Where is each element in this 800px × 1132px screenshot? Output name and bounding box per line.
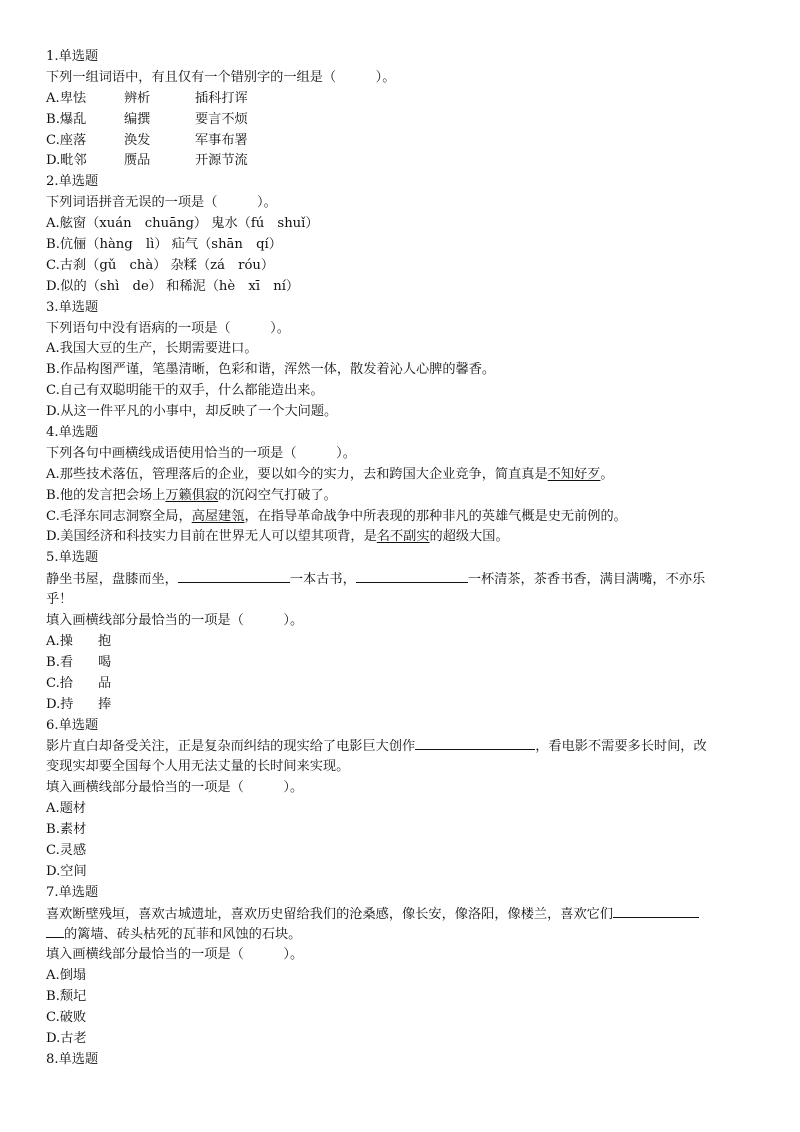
q4-option-a: A.那些技术落伍，管理落后的企业，要以如今的实力，去和跨国大企业竞争，简直真是不知好歹。 — [46, 466, 614, 482]
q1-stem: 下列一组词语中，有且仅有一个错别字的一组是（ ）。 — [46, 69, 396, 85]
q3-option-d: D.从这一件平凡的小事中，却反映了一个大问题。 — [46, 404, 338, 420]
q8-number: 8.单选题 — [46, 1051, 99, 1067]
q3-option-c: C.自己有双聪明能干的双手，什么都能造出来。 — [46, 383, 324, 399]
q5-option-a: A.操 抱 — [46, 633, 112, 649]
q6-stem: 填入画横线部分最恰当的一项是（ ）。 — [46, 780, 304, 796]
q7-option-c: C.破败 — [46, 1009, 87, 1025]
q5-blank-1 — [178, 569, 290, 583]
q2-option-c: C.古刹（gǔ chà） 杂糅（zá róu） — [46, 257, 275, 273]
q5-passage-line2: 乎！ — [46, 592, 73, 608]
q1-option-a: A.卑怯 辨析 插科打诨 — [46, 90, 248, 106]
q6-option-d: D.空间 — [46, 863, 87, 879]
q2-number: 2.单选题 — [46, 174, 99, 190]
q6-number: 6.单选题 — [46, 717, 99, 733]
q3-option-a: A.我国大豆的生产，长期需要进口。 — [46, 341, 258, 357]
q6-blank — [415, 736, 535, 750]
q2-option-b: B.伉俪（hàng lì） 疝气（shān qí） — [46, 237, 282, 253]
q7-option-b: B.颓圮 — [46, 989, 87, 1005]
q2-option-a: A.舷窗（xuán chuāng） 鬼水（fú shuǐ） — [46, 216, 319, 232]
q4-option-c-underlined: 高屋建瓴 — [191, 508, 245, 524]
q5-number: 5.单选题 — [46, 550, 99, 566]
q4-option-b: B.他的发言把会场上万籁俱寂的沉闷空气打破了。 — [46, 487, 337, 503]
q4-option-b-underlined: 万籁俱寂 — [165, 487, 219, 503]
q6-passage-line1: 影片直白却备受关注，正是复杂而纠结的现实给了电影巨大创作 ，看电影不需要多长时间，改 — [46, 736, 756, 757]
q1-option-b: B.爆乱 编撰 要言不烦 — [46, 111, 248, 127]
q5-option-b: B.看 喝 — [46, 654, 112, 670]
q3-stem: 下列语句中没有语病的一项是（ ）。 — [46, 320, 290, 336]
q4-option-d-underlined: 名不副实 — [376, 529, 430, 545]
q1-option-c: C.座落 涣发 军事布署 — [46, 132, 248, 148]
q5-option-d: D.持 捧 — [46, 696, 112, 712]
q2-option-d: D.似的（shì de） 和稀泥（hè xī ní） — [46, 278, 300, 294]
q7-passage-line2: 的篱墙、砖头枯死的瓦菲和风蚀的石块。 — [46, 924, 756, 945]
q7-number: 7.单选题 — [46, 884, 99, 900]
q7-option-a: A.倒塌 — [46, 968, 87, 984]
q3-number: 3.单选题 — [46, 299, 99, 315]
q1-number: 1.单选题 — [46, 49, 99, 64]
q6-option-a: A.题材 — [46, 801, 87, 817]
q6-option-b: B.素材 — [46, 821, 87, 837]
q4-option-d: D.美国经济和科技实力目前在世界无人可以望其项背，是名不副实的超级大国。 — [46, 529, 509, 545]
q7-option-d: D.古老 — [46, 1030, 87, 1046]
q6-passage-line2: 变现实却要全国每个人用无法丈量的长时间来实现。 — [46, 759, 350, 775]
q4-stem: 下列各句中画横线成语使用恰当的一项是（ ）。 — [46, 445, 356, 461]
q5-passage-line1: 静坐书屋，盘膝而坐， 一本古书， 一杯清茶，茶香书香，满目满嘴，不亦乐 — [46, 569, 756, 590]
q4-option-a-underlined: 不知好歹 — [547, 466, 601, 482]
q6-option-c: C.灵感 — [46, 842, 87, 858]
q7-stem: 填入画横线部分最恰当的一项是（ ）。 — [46, 947, 304, 963]
q7-blank-part1 — [613, 904, 699, 918]
q4-number: 4.单选题 — [46, 425, 99, 441]
q5-blank-2 — [356, 569, 468, 583]
q5-stem: 填入画横线部分最恰当的一项是（ ）。 — [46, 613, 304, 629]
q7-passage-line1: 喜欢断壁残垣，喜欢古城遗址，喜欢历史留给我们的沧桑感，像长安，像洛阳，像楼兰，喜欢它们 — [46, 904, 756, 925]
q7-blank-part2 — [46, 924, 64, 938]
q4-option-c: C.毛泽东同志洞察全局，高屋建瓴，在指导革命战争中所表现的那种非凡的英雄气概是史无前例的。 — [46, 508, 627, 524]
q1-option-d: D.毗邻 赝品 开源节流 — [46, 153, 248, 169]
exam-document — [46, 47, 756, 1071]
q2-stem: 下列词语拼音无误的一项是（ ）。 — [46, 195, 277, 211]
q5-option-c: C.拾 品 — [46, 675, 112, 691]
q3-option-b: B.作品构图严谨，笔墨清晰，色彩和谐，浑然一体，散发着沁人心脾的馨香。 — [46, 362, 496, 378]
